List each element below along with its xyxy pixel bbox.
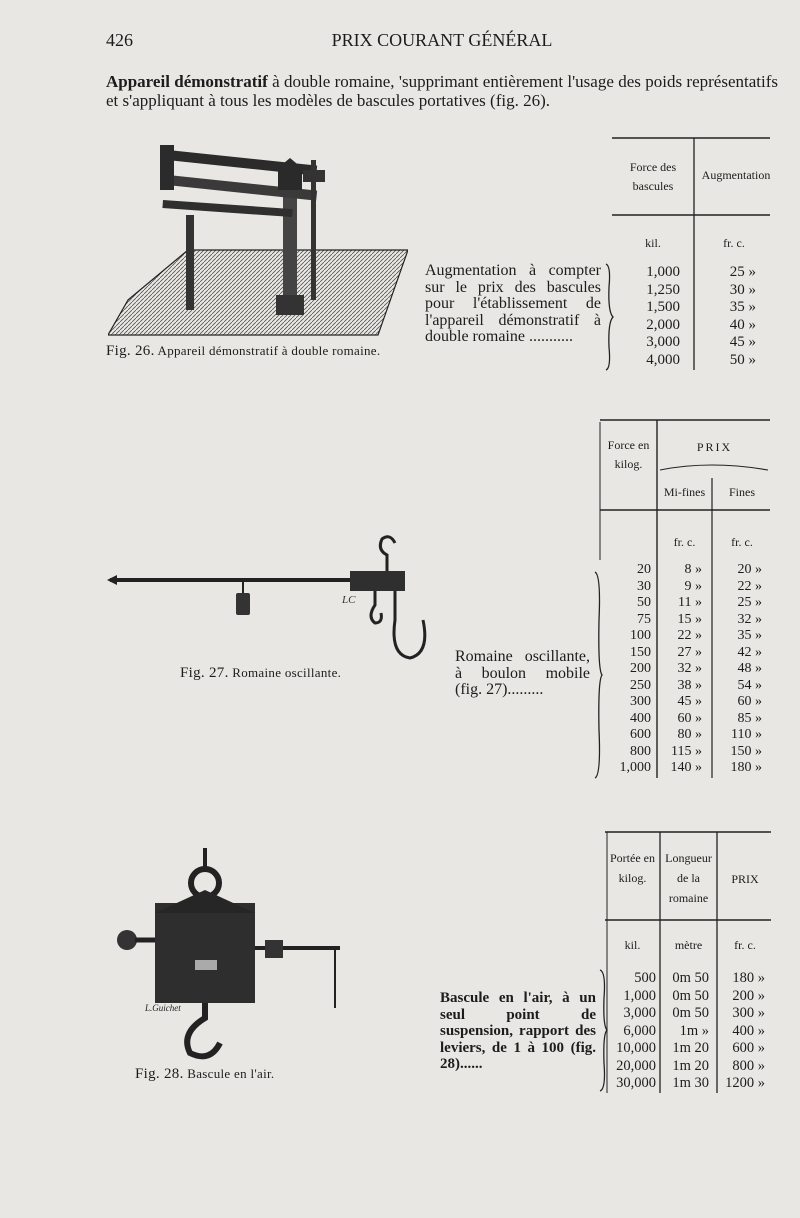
table-cell: 0m 50 bbox=[672, 970, 709, 987]
fig28-caption-text: Bascule en l'air. bbox=[187, 1066, 275, 1081]
table-cell: 45 » bbox=[677, 694, 702, 710]
table-cell: 800 bbox=[630, 743, 651, 759]
table-cell: 600 bbox=[630, 727, 651, 743]
intro-paragraph bbox=[106, 72, 778, 110]
fig27-unit-2: fr. c. bbox=[731, 535, 753, 549]
fig28-col1-header: Portée en kilog. bbox=[610, 851, 655, 885]
table-cell: 75 bbox=[637, 611, 651, 627]
table-cell: 42 » bbox=[737, 644, 762, 660]
table-row bbox=[600, 562, 770, 579]
fig27-caption-prefix: Fig. 27. bbox=[180, 665, 229, 681]
table-cell: 22 » bbox=[737, 578, 762, 594]
table-cell: 10,000 bbox=[616, 1040, 656, 1057]
table-row bbox=[605, 1005, 773, 1023]
table-cell: 60 » bbox=[677, 710, 702, 726]
table-cell: 25 » bbox=[729, 264, 756, 281]
fig26-table bbox=[612, 264, 764, 369]
table-cell: 110 » bbox=[731, 727, 762, 743]
table-cell: 150 » bbox=[730, 743, 762, 759]
fig26-table-body bbox=[612, 264, 764, 369]
table-cell: 800 » bbox=[732, 1057, 765, 1074]
table-cell: 1m 20 bbox=[672, 1040, 709, 1057]
table-row bbox=[600, 744, 770, 761]
fig27-col1-header: Force en kilog. bbox=[607, 438, 650, 471]
table-cell: 250 bbox=[630, 677, 651, 693]
fig28-table-body bbox=[605, 970, 773, 1093]
fig27-col2-header: Mi-fines bbox=[663, 485, 706, 499]
table-cell: 15 » bbox=[677, 611, 702, 627]
fig26-col1-header: Force des bascules bbox=[629, 160, 677, 193]
table-row bbox=[612, 282, 764, 300]
table-row bbox=[600, 661, 770, 678]
table-cell: 20 bbox=[637, 562, 651, 578]
table-cell: 4,000 bbox=[646, 351, 680, 368]
fig26-caption-prefix: Fig. 26. bbox=[106, 343, 155, 359]
table-cell: 3,000 bbox=[623, 1005, 656, 1022]
table-cell: 27 » bbox=[677, 644, 702, 660]
table-cell: 32 » bbox=[677, 661, 702, 677]
table-row bbox=[600, 760, 770, 777]
page-number: 426 bbox=[106, 30, 133, 50]
fig27-unit-1: fr. c. bbox=[673, 535, 696, 549]
table-row bbox=[600, 694, 770, 711]
fig28-table bbox=[605, 970, 773, 1093]
table-cell: 0m 50 bbox=[672, 1005, 709, 1022]
table-cell: 1200 » bbox=[725, 1075, 765, 1092]
fig28-unit-3: fr. c. bbox=[734, 938, 756, 952]
table-cell: 1,500 bbox=[646, 299, 680, 316]
table-cell: 115 » bbox=[671, 743, 702, 759]
fig26-unit-1: kil. bbox=[645, 236, 661, 250]
table-cell: 1m » bbox=[679, 1022, 709, 1039]
fig28-signature: L.Guichet bbox=[145, 1003, 181, 1013]
intro-text: à double romaine, 'supprimant entièrement l'usage des poids représentatifs et s'appliquant à tous les modèles de bascules portatives (fig. 26). bbox=[106, 72, 778, 110]
fig27-table bbox=[600, 562, 770, 777]
table-cell: 32 » bbox=[737, 611, 762, 627]
fig28-unit-1: kil. bbox=[624, 938, 641, 952]
table-cell: 200 » bbox=[732, 987, 765, 1004]
fig27-col3-header: Fines bbox=[728, 485, 755, 499]
fig28-caption bbox=[135, 1066, 274, 1083]
fig28-unit-2: mètre bbox=[674, 938, 703, 952]
fig26-description: Augmentation à compter sur le prix des bascules pour l'établissement de l'appareil démonstratif à double romaine ........... bbox=[425, 262, 601, 345]
fig28-caption-prefix: Fig. 28. bbox=[135, 1066, 184, 1082]
table-cell: 80 » bbox=[677, 727, 702, 743]
table-row bbox=[605, 1075, 773, 1093]
fig27-mark: LC bbox=[342, 594, 356, 606]
table-row bbox=[605, 1058, 773, 1076]
table-cell: 100 bbox=[630, 628, 651, 644]
table-cell: 35 » bbox=[729, 299, 756, 316]
table-cell: 9 » bbox=[684, 578, 702, 594]
table-cell: 180 » bbox=[732, 970, 765, 987]
table-cell: 38 » bbox=[677, 677, 702, 693]
table-cell: 20 » bbox=[737, 562, 762, 578]
table-row bbox=[605, 970, 773, 988]
table-cell: 1,000 bbox=[646, 264, 680, 281]
table-cell: 3,000 bbox=[646, 334, 680, 351]
table-cell: 140 » bbox=[670, 760, 702, 776]
table-cell: 8 » bbox=[684, 562, 702, 578]
table-row bbox=[600, 612, 770, 629]
fig27-caption-text: Romaine oscillante. bbox=[232, 665, 342, 680]
table-cell: 50 » bbox=[729, 351, 756, 368]
table-cell: 1,000 bbox=[623, 987, 656, 1004]
table-cell: 11 » bbox=[678, 595, 702, 611]
table-cell: 50 bbox=[637, 595, 651, 611]
fig28-col3-header: PRIX bbox=[731, 872, 759, 886]
table-row bbox=[605, 1040, 773, 1058]
table-cell: 6,000 bbox=[623, 1022, 656, 1039]
table-cell: 200 bbox=[630, 661, 651, 677]
fig26-caption-text: Appareil démonstratif à double romaine. bbox=[157, 343, 381, 358]
table-cell: 1m 30 bbox=[672, 1075, 709, 1092]
table-row bbox=[612, 299, 764, 317]
table-cell: 48 » bbox=[737, 661, 762, 677]
table-cell: 25 » bbox=[737, 595, 762, 611]
table-cell: 300 bbox=[630, 694, 651, 710]
table-cell: 20,000 bbox=[616, 1057, 656, 1074]
fig27-illustration bbox=[105, 525, 435, 665]
table-cell: 300 » bbox=[732, 1005, 765, 1022]
fig28-col2-header: Longueur de la romaine bbox=[665, 851, 712, 905]
fig26-illustration bbox=[108, 130, 408, 340]
table-cell: 45 » bbox=[729, 334, 756, 351]
fig26-col2-header: Augmentation bbox=[701, 168, 771, 182]
table-cell: 30 bbox=[637, 578, 651, 594]
fig28-description: Bascule en l'air, à un seul point de suspension, rapport des leviers, de 1 à 100 (fig. 28)...... bbox=[440, 990, 596, 1072]
page-title: PRIX COURANT GÉNÉRAL bbox=[331, 30, 553, 50]
fig26-caption bbox=[106, 343, 380, 360]
fig27-table-body bbox=[600, 562, 770, 777]
fig27-description: Romaine oscillante, à boulon mobile (fig. 27)......... bbox=[455, 648, 590, 698]
fig27-group-header: PRIX bbox=[696, 440, 733, 454]
table-row bbox=[600, 645, 770, 662]
table-cell: 2,000 bbox=[646, 316, 680, 333]
table-cell: 400 bbox=[630, 710, 651, 726]
table-row bbox=[612, 352, 764, 370]
table-row bbox=[605, 1023, 773, 1041]
table-cell: 35 » bbox=[737, 628, 762, 644]
table-row bbox=[600, 711, 770, 728]
table-row bbox=[600, 628, 770, 645]
table-cell: 0m 50 bbox=[672, 987, 709, 1004]
table-row bbox=[605, 988, 773, 1006]
fig28-illustration bbox=[105, 848, 355, 1063]
intro-bold: Appareil démonstratif bbox=[106, 72, 268, 91]
table-cell: 180 » bbox=[730, 760, 762, 776]
table-cell: 500 bbox=[634, 970, 656, 987]
table-cell: 1,250 bbox=[646, 281, 680, 298]
table-row bbox=[600, 727, 770, 744]
table-row bbox=[612, 317, 764, 335]
table-row bbox=[612, 264, 764, 282]
table-cell: 30,000 bbox=[616, 1075, 656, 1092]
table-row bbox=[600, 678, 770, 695]
table-row bbox=[600, 579, 770, 596]
table-cell: 40 » bbox=[729, 316, 756, 333]
table-cell: 600 » bbox=[732, 1040, 765, 1057]
table-cell: 400 » bbox=[732, 1022, 765, 1039]
table-cell: 60 » bbox=[737, 694, 762, 710]
table-row bbox=[600, 595, 770, 612]
table-cell: 30 » bbox=[729, 281, 756, 298]
table-cell: 85 » bbox=[737, 710, 762, 726]
table-cell: 1,000 bbox=[619, 760, 651, 776]
table-cell: 150 bbox=[630, 644, 651, 660]
fig27-caption bbox=[180, 665, 341, 682]
table-cell: 54 » bbox=[737, 677, 762, 693]
table-row bbox=[612, 334, 764, 352]
fig26-unit-2: fr. c. bbox=[723, 236, 745, 250]
table-cell: 22 » bbox=[677, 628, 702, 644]
table-cell: 1m 20 bbox=[672, 1057, 709, 1074]
